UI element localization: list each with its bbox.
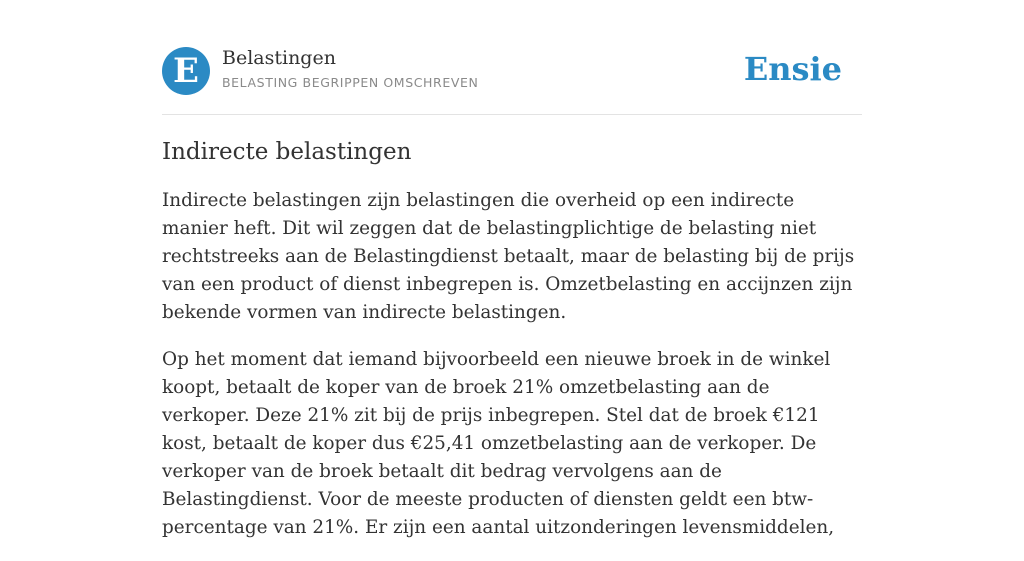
site-subtitle: BELASTING BEGRIPPEN OMSCHREVEN: [222, 75, 479, 90]
article: [162, 132, 862, 561]
brand-logo[interactable]: Ensie: [743, 50, 842, 88]
site-header: [162, 44, 862, 115]
site-title[interactable]: Belastingen: [222, 47, 336, 69]
article-paragraph: Indirecte belastingen zijn belastingen die overheid op een indirecte manier heft. Dit wil zeggen dat de belastingplichtige de belasting niet rechtstreeks aan de Belastingdienst betaalt, maar de belasting bij de prijs van een product of dienst inbegrepen is. Omzetbelasting en accijnzen zijn bekende vormen van indirecte belastingen.: [162, 190, 855, 323]
article-paragraph: Op het moment dat iemand bijvoorbeeld een nieuwe broek in de winkel koopt, betaalt de koper van de broek 21% omzetbelasting aan de verkoper. Deze 21% zit bij de prijs inbegrepen. Stel dat de broek €121 kost, betaalt de koper dus €25,41 omzetbelasting aan de verkoper. De verkoper van de broek betaalt dit bedrag vervolgens aan de Belastingdienst. Voor de meeste producten of diensten geldt een btw-percentage van 21%. Er zijn een aantal uitzonderingen levensmiddelen,: [162, 349, 835, 538]
ensie-logo-icon[interactable]: E: [162, 47, 210, 95]
article-title: Indirecte belastingen: [162, 139, 412, 165]
